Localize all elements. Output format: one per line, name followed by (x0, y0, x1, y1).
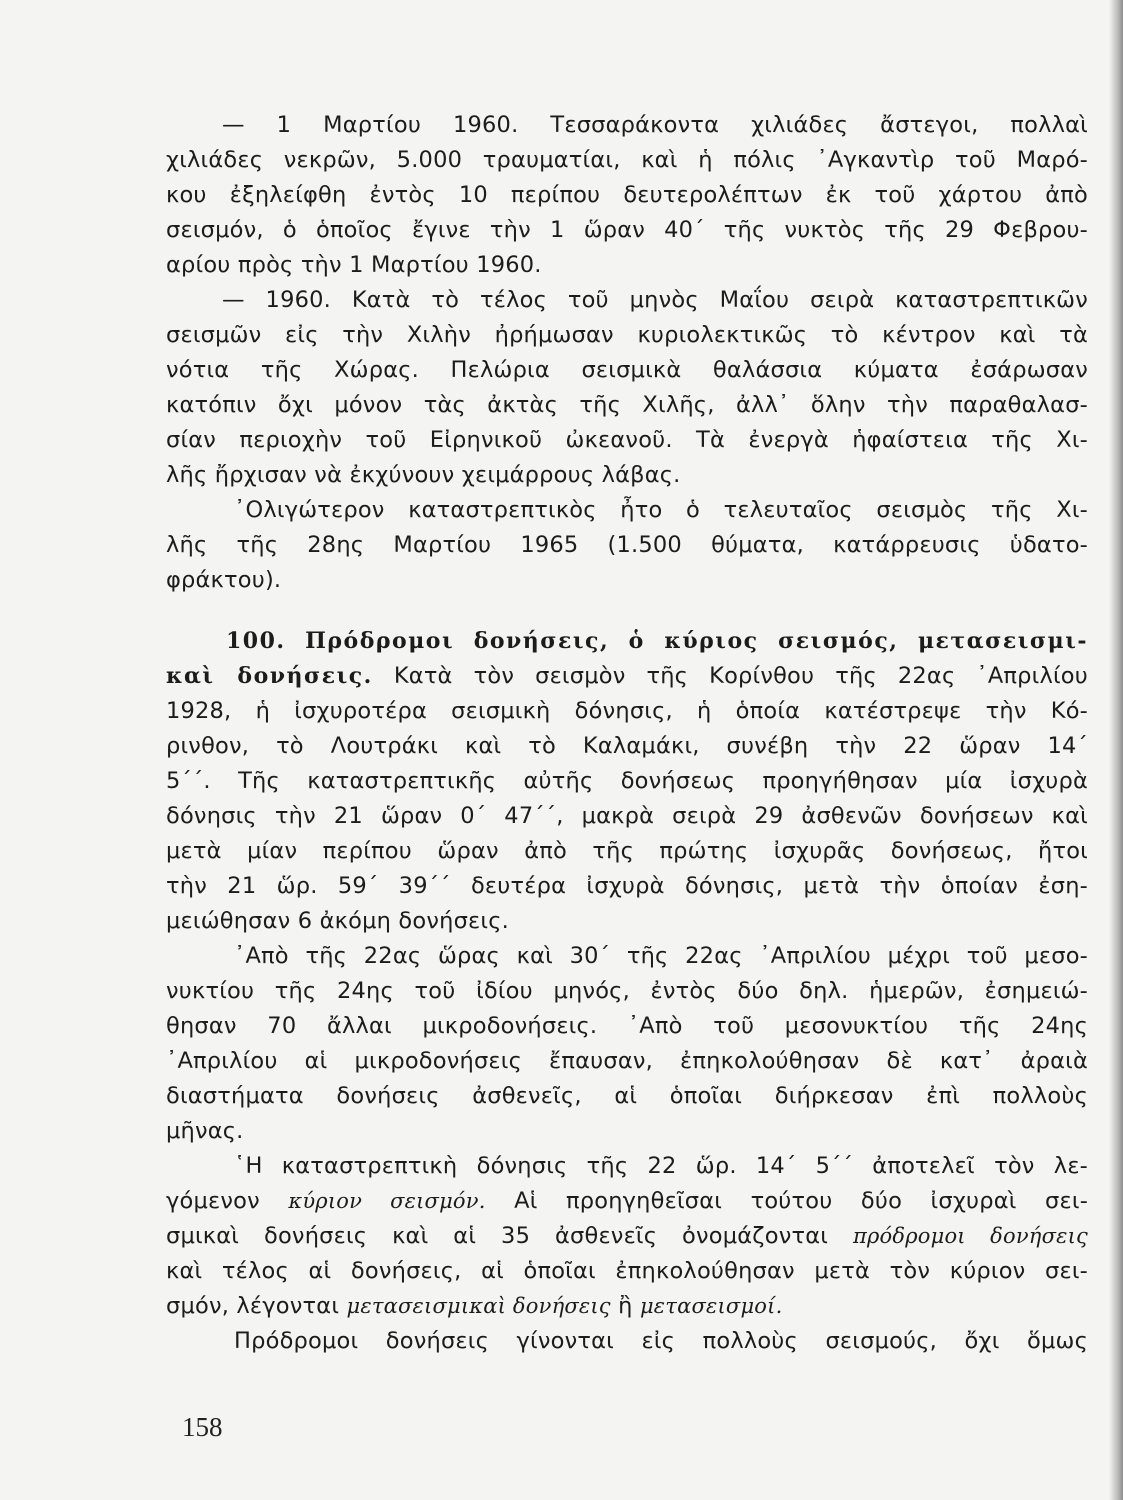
book-spine-shadow (1109, 0, 1123, 1500)
italic-term: μετασεισμικαὶ δονήσεις (346, 1294, 611, 1318)
text-line: τὴν 21 ὥρ. 59΄ 39΄΄ δευτέρα ἰσχυρὰ δόνησις, μετὰ τὴν ὁποίαν ἐση- (166, 873, 1088, 899)
text-line: χιλιάδες νεκρῶν, 5.000 τραυματίαι, καὶ ἡ πόλις ᾿Αγκαντὶρ τοῦ Μαρό- (166, 147, 1088, 173)
italic-term: κύριον σεισμόν. (288, 1189, 486, 1213)
text-line: σεισμόν, ὁ ὁποῖος ἔγινε τὴν 1 ὥραν 40΄ τῆς νυκτὸς τῆς 29 Φεβρου- (166, 217, 1088, 243)
text-line: σεισμῶν εἰς τὴν Χιλὴν ἠρήμωσαν κυριολεκτικῶς τὸ κέντρον καὶ τὰ (166, 322, 1088, 348)
text-line: αρίου πρὸς τὴν 1 Μαρτίου 1960. (166, 252, 542, 278)
text-line: ῾Η καταστρεπτικὴ δόνησις τῆς 22 ὥρ. 14΄ 5΄΄ ἀποτελεῖ τὸν λε- (234, 1153, 1088, 1179)
text-line: μειώθησαν 6 ἀκόμη δονήσεις. (166, 908, 509, 934)
text-line: θησαν 70 ἄλλαι μικροδονήσεις. ᾿Απὸ τοῦ μεσονυκτίου τῆς 24ης (166, 1013, 1088, 1039)
text-line: δόνησις τὴν 21 ὥραν 0΄ 47΄΄, μακρὰ σειρὰ 29 ἀσθενῶν δονήσεων καὶ (166, 803, 1088, 829)
text-line: ρινθον, τὸ Λουτράκι καὶ τὸ Καλαμάκι, συνέβη τὴν 22 ὥραν 14΄ (166, 733, 1088, 759)
section-heading: 100. Πρόδρομοι δονήσεις, ὁ κύριος σεισμός, μετασεισμι- (226, 628, 1088, 654)
text-line: ᾿Απριλίου αἱ μικροδονήσεις ἔπαυσαν, ἐπηκολούθησαν δὲ κατ᾿ ἀραιὰ (166, 1048, 1088, 1074)
text-line: καὶ τέλος αἱ δονήσεις, αἱ ὁποῖαι ἐπηκολούθησαν μετὰ τὸν κύριον σει- (166, 1258, 1088, 1284)
text-line: — 1 Μαρτίου 1960. Τεσσαράκοντα χιλιάδες ἄστεγοι, πολλαὶ (222, 112, 1088, 138)
page-body (166, 108, 1088, 1359)
italic-term: πρόδρομοι δονήσεις (852, 1224, 1088, 1248)
text-line: κατόπιν ὄχι μόνον τὰς ἀκτὰς τῆς Χιλῆς, ἀλλ᾿ ὅλην τὴν παραθαλασ- (166, 392, 1088, 418)
text-line (166, 1289, 1088, 1324)
text-span: Κατὰ τὸν σεισμὸν τῆς Κορίνθου τῆς 22ας ᾿Απριλίου (393, 663, 1088, 689)
text-line: λῆς ἤρχισαν νὰ ἐκχύνουν χειμάρρους λάβας. (166, 462, 681, 488)
text-line: — 1960. Κατὰ τὸ τέλος τοῦ μηνὸς Μαΐου σειρὰ καταστρεπτικῶν (222, 287, 1088, 313)
text-line: κου ἐξηλείφθη ἐντὸς 10 περίπου δευτερολέπτων ἐκ τοῦ χάρτου ἀπὸ (166, 182, 1088, 208)
text-line: σίαν περιοχὴν τοῦ Εἰρηνικοῦ ὠκεανοῦ. Τὰ ἐνεργὰ ἡφαίστεια τῆς Χι- (166, 427, 1088, 453)
text-span: Αἱ προηγηθεῖσαι τούτου δύο ἰσχυραὶ σει- (514, 1188, 1089, 1214)
page-number: 158 (182, 1412, 223, 1442)
text-span: σμικαὶ δονήσεις καὶ αἱ 35 ἀσθενεῖς ὀνομάζονται (166, 1223, 829, 1249)
text-line: μετὰ μίαν περίπου ὥραν ἀπὸ τῆς πρώτης ἰσχυρᾶς δονήσεως, ἤτοι (166, 838, 1088, 864)
text-line: λῆς τῆς 28ης Μαρτίου 1965 (1.500 θύματα, κατάρρευσις ὑδατο- (166, 532, 1088, 558)
text-line (166, 659, 1088, 694)
italic-term: μετασεισμοί. (639, 1294, 783, 1318)
text-line: διαστήματα δονήσεις ἀσθενεῖς, αἱ ὁποῖαι διήρκεσαν ἐπὶ πολλοὺς (166, 1083, 1088, 1109)
text-span: σμόν, λέγονται (166, 1293, 340, 1319)
text-line: ᾿Ολιγώτερον καταστρεπτικὸς ἦτο ὁ τελευταῖος σεισμὸς τῆς Χι- (234, 497, 1088, 523)
text-line (166, 1184, 1088, 1219)
text-line: 5΄΄. Τῆς καταστρεπτικῆς αὐτῆς δονήσεως προηγήθησαν μία ἰσχυρὰ (166, 768, 1088, 794)
section-heading-end: καὶ δονήσεις. (166, 663, 373, 689)
text-span: ἢ (618, 1293, 633, 1319)
text-line: νότια τῆς Χώρας. Πελώρια σεισμικὰ θαλάσσια κύματα ἐσάρωσαν (166, 357, 1088, 383)
text-line (166, 1219, 1088, 1254)
text-line: μῆνας. (166, 1118, 244, 1144)
text-line: ᾿Απὸ τῆς 22ας ὥρας καὶ 30΄ τῆς 22ας ᾿Απριλίου μέχρι τοῦ μεσο- (234, 943, 1088, 969)
text-span: γόμενον (166, 1188, 260, 1214)
text-line: φράκτου). (166, 567, 282, 593)
text-line: Πρόδρομοι δονήσεις γίνονται εἰς πολλοὺς σεισμούς, ὄχι ὅμως (234, 1328, 1088, 1354)
text-line: 1928, ἡ ἰσχυροτέρα σεισμικὴ δόνησις, ἡ ὁποία κατέστρεψε τὴν Κό- (166, 698, 1088, 724)
text-line: νυκτίου τῆς 24ης τοῦ ἰδίου μηνός, ἐντὸς δύο δηλ. ἡμερῶν, ἐσημειώ- (166, 978, 1088, 1004)
